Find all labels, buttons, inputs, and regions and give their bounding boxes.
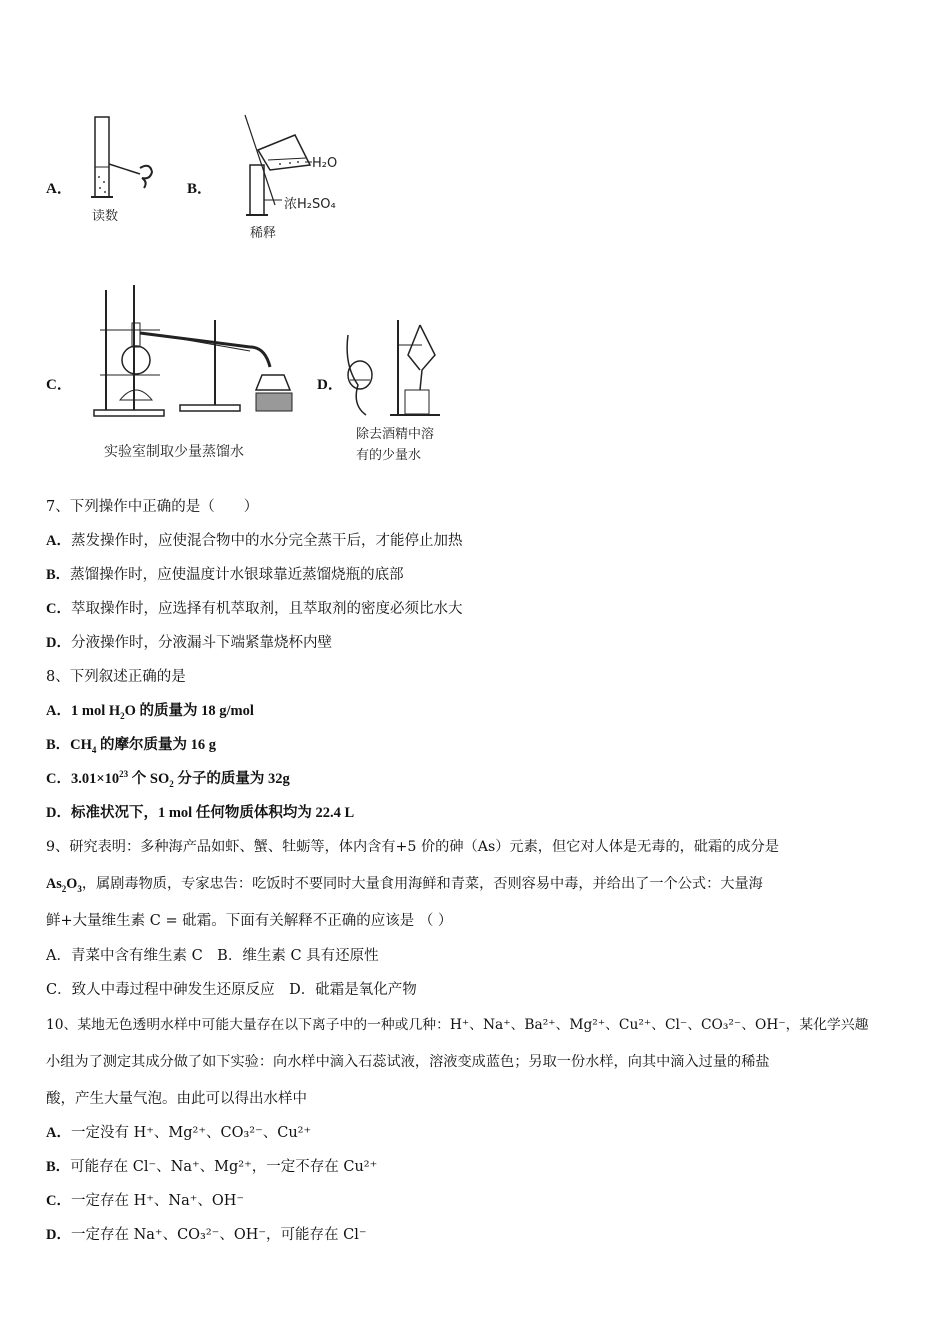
- subscript: 4: [91, 744, 97, 755]
- question-8-option-b: [46, 733, 216, 754]
- superscript: 23: [119, 769, 129, 780]
- figure-b-label: B．: [187, 181, 213, 197]
- figure-c-caption: 实验室制取少量蒸馏水: [104, 444, 244, 460]
- question-10-option-c: [46, 1189, 244, 1210]
- option-letter: C．: [46, 601, 71, 617]
- option-text: 分液操作时，分液漏斗下端紧靠烧杯内壁: [70, 635, 332, 651]
- option-text: 一定存在 Na⁺、CO₃²⁻、OH⁻，可能存在 Cl⁻: [70, 1227, 367, 1243]
- separatory-funnel-diagram: [340, 315, 450, 420]
- figure-b-h2o-label: H₂O: [312, 156, 338, 171]
- question-10-option-d: [46, 1223, 367, 1244]
- question-9-options-ab: A．青菜中含有维生素 C B．维生素 C 具有还原性: [46, 948, 379, 964]
- option-letter: C．: [46, 1193, 71, 1209]
- option-text: 标准状况下，1 mol 任何物质体积均为 22.4 L: [70, 805, 355, 821]
- question-9-options-cd: C．致人中毒过程中砷发生还原反应 D．砒霜是氧化产物: [46, 982, 417, 998]
- option-letter: D．: [46, 1227, 71, 1243]
- question-7-option-a: [46, 529, 462, 550]
- question-8-option-a: [46, 699, 254, 720]
- option-text: 个 SO: [128, 771, 170, 787]
- formula-text: O: [66, 876, 78, 892]
- subscript: 3: [77, 883, 82, 894]
- question-8-option-c: [46, 767, 290, 788]
- subscript: 2: [61, 883, 67, 894]
- question-10-option-b: [46, 1155, 377, 1176]
- question-10-stem-line3: 酸，产生大量气泡。由此可以得出水样中: [46, 1091, 307, 1107]
- question-9-stem-line2: [46, 873, 763, 893]
- option-text: 的摩尔质量为 16 g: [96, 737, 217, 753]
- question-10-option-a: [46, 1121, 311, 1142]
- question-10-stem-line2: 小组为了测定其成分做了如下实验：向水样中滴入石蕊试液，溶液变成蓝色；另取一份水样，向其中滴入过量的稀盐: [46, 1054, 770, 1070]
- option-text: 分子的质量为 32g: [173, 771, 290, 787]
- subscript: 2: [169, 778, 174, 789]
- option-letter: A．: [46, 533, 71, 549]
- question-9-stem-line1: 9、研究表明：多种海产品如虾、蟹、牡蛎等，体内含有+5 价的砷（As）元素，但它对人体是无毒的，砒霜的成分是: [46, 839, 779, 855]
- figure-a-label: A．: [46, 181, 72, 197]
- option-text: 可能存在 Cl⁻、Na⁺、Mg²⁺，一定不存在 Cu²⁺: [70, 1159, 378, 1175]
- option-letter: B．: [46, 737, 71, 753]
- question-7-option-d: [46, 631, 332, 652]
- question-7-option-b: [46, 563, 404, 584]
- formula-text: As: [46, 876, 62, 892]
- option-text: 一定存在 H⁺、Na⁺、OH⁻: [70, 1193, 245, 1209]
- dilution-diagram: [240, 110, 360, 230]
- figure-b-acid-label: 浓H₂SO₄: [284, 197, 336, 212]
- option-letter: B．: [46, 567, 71, 583]
- figure-a-caption: 读数: [92, 209, 119, 224]
- stem-text: ，属剧毒物质，专家忠告：吃饭时不要同时大量食用海鲜和青菜，否则容易中毒，并给出了一个公式：大量海: [81, 876, 763, 892]
- option-text: 萃取操作时，应选择有机萃取剂，且萃取剂的密度必须比水大: [70, 601, 463, 617]
- option-text: CH: [70, 737, 92, 753]
- option-text: 一定没有 H⁺、Mg²⁺、CO₃²⁻、Cu²⁺: [70, 1125, 312, 1141]
- option-letter: D．: [46, 635, 71, 651]
- option-letter: A．: [46, 1125, 71, 1141]
- subscript: 2: [120, 710, 125, 721]
- question-7-option-c: [46, 597, 462, 618]
- option-text: 3.01×10: [70, 771, 120, 787]
- figure-d-caption-line2: 有的少量水: [356, 448, 422, 463]
- distillation-apparatus-diagram: [90, 285, 300, 425]
- option-text: 蒸发操作时，应使混合物中的水分完全蒸干后，才能停止加热: [70, 533, 463, 549]
- question-10-stem-line1: 10、某地无色透明水样中可能大量存在以下离子中的一种或几种：H⁺、Na⁺、Ba²⁺、Mg²⁺、Cu²⁺、Cl⁻、CO₃²⁻、OH⁻，某化学兴趣: [46, 1017, 869, 1033]
- option-letter: D．: [46, 805, 71, 821]
- figure-d-label: D．: [317, 377, 343, 393]
- figure-b-caption: 稀释: [250, 226, 277, 241]
- figure-d-caption-line1: 除去酒精中溶: [356, 427, 435, 442]
- question-7-stem: 7、下列操作中正确的是（ ）: [46, 499, 259, 515]
- option-letter: B．: [46, 1159, 71, 1175]
- option-letter: A．: [46, 703, 71, 719]
- question-8-option-d: [46, 801, 354, 822]
- question-9-stem-line3: 鲜+大量维生素 C = 砒霜。下面有关解释不正确的应该是 （ ）: [46, 913, 453, 929]
- option-letter: C．: [46, 771, 71, 787]
- option-text: 1 mol H: [70, 703, 121, 719]
- figure-c-label: C．: [46, 377, 72, 393]
- question-8-stem: 8、下列叙述正确的是: [46, 669, 186, 685]
- option-text: O 的质量为 18 g/mol: [124, 703, 254, 719]
- option-text: 蒸馏操作时，应使温度计水银球靠近蒸馏烧瓶的底部: [70, 567, 404, 583]
